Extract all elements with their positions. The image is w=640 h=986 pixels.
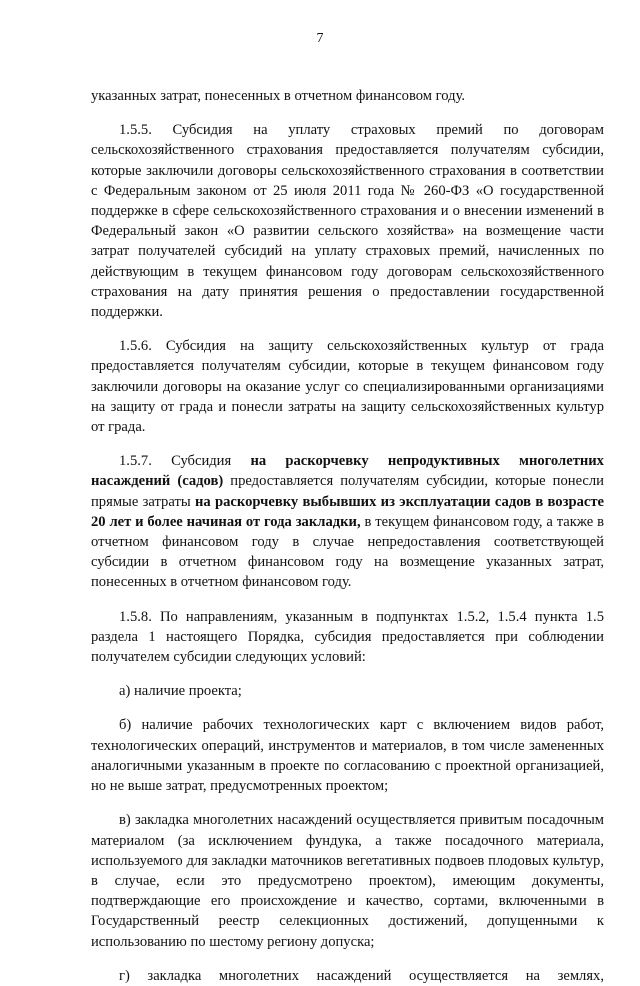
paragraph-text: 1.5.7. Субсидия: [119, 453, 251, 470]
paragraph-1-5-6: 1.5.6. Субсидия на защиту сельскохозяйственных культур от града предоставляется получателям субсидии, которые в текущем финансовом году заключили договоры на оказание услуг со специализированными организациями на защиту от града и понесли затраты на защиту сельскохозяйственных культур от града.: [91, 338, 604, 436]
page-number: 7: [316, 31, 324, 46]
condition-g: г) закладка многолетних насаждений осуществляется на землях,: [119, 967, 604, 984]
paragraph-text: в текущем финансовом году, а также в отчетном финансовом году в случае непредоставления соответствующей субсидии в отчетном финансовом году на возмещение указанных затрат, понесенных в отчетном финансовом году.: [91, 513, 604, 591]
paragraph-1-5-7: [91, 451, 604, 592]
paragraph-continuation: указанных затрат, понесенных в отчетном финансовом году.: [91, 88, 466, 104]
bold-text: на раскорчевку непродуктивных многолетних насаждений (садов): [91, 453, 604, 490]
condition-a: а) наличие проекта;: [119, 683, 242, 700]
condition-v: в) закладка многолетних насаждений осуществляется привитым посадочным материалом (за исключением фундука, а также посадочного материала, используемого для закладки маточников вегетативных подвоев плодовых культур, в случае, если это предусмотрено проектом), имеющим документы, подтверждающие его происхождение и качество, сортами, включенными в Государственный реестр селекционных достижений, допущенными к использованию по шестому региону допуска;: [91, 812, 604, 950]
document-body: [91, 86, 604, 986]
paragraph-1-5-5: 1.5.5. Субсидия на уплату страховых премий по договорам сельскохозяйственного страхования предоставляется получателям субсидии, которые заключили договоры сельскохозяйственного страхования в соответствии с Федеральным законом от 25 июля 2011 года № 260-ФЗ «О государственной поддержке в сфере сельскохозяйственного страхования и о внесении изменений в Федеральный закон «О развитии сельского хозяйства» на возмещение части затрат получателей субсидий на уплату страховых премий, начисленных по действующим в текущем финансовом году договорам сельскохозяйственного страхования на дату принятия решения о предоставлении государственной поддержки.: [91, 122, 604, 321]
condition-b: б) наличие рабочих технологических карт с включением видов работ, технологических операций, инструментов и материалов, в том числе замененных аналогичными указанным в проекте по согласованию с проектной организацией, но не выше затрат, предусмотренных проектом;: [91, 717, 604, 795]
paragraph-1-5-8: 1.5.8. По направлениям, указанным в подпунктах 1.5.2, 1.5.4 пункта 1.5 раздела 1 настоящего Порядка, субсидия предоставляется при соблюдении получателем субсидии следующих условий:: [91, 608, 604, 666]
paragraph-text: предоставляется получателям субсидии, которые понесли прямые затраты: [91, 473, 604, 510]
bold-text: на раскорчевку выбывших из эксплуатации садов в возрасте 20 лет и более начиная от года закладки,: [91, 493, 604, 530]
